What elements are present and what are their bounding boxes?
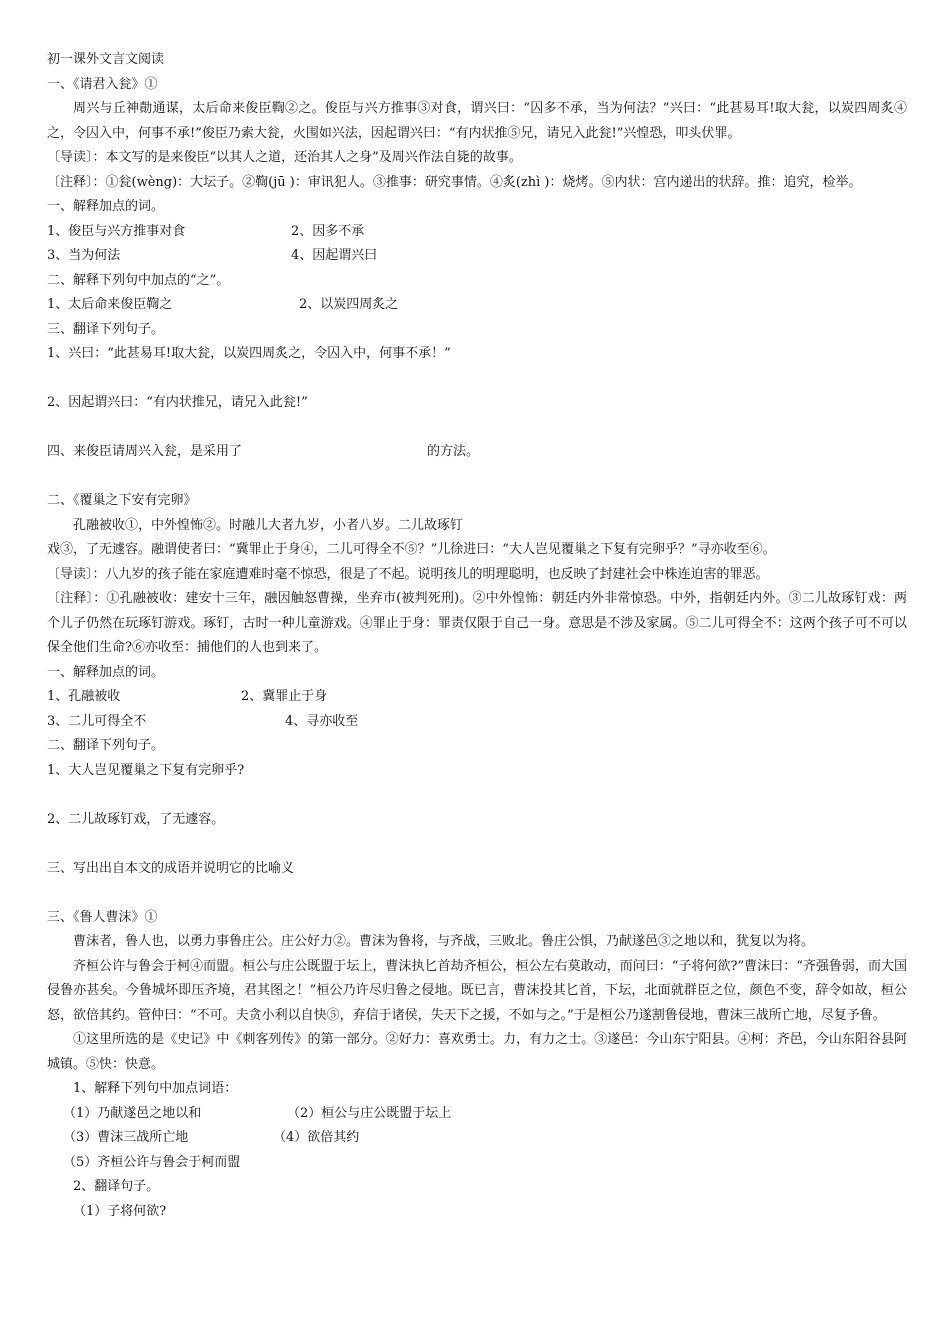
s1-q3-title: 三、翻译下列句子。	[47, 321, 165, 337]
s3-q1-a: （1）乃献遂邑之地以和	[63, 1105, 202, 1121]
s3-paragraph-1: 曹沫者，鲁人也，以勇力事鲁庄公。庄公好力②。曹沫为鲁将，与齐战，三败北。鲁庄公惧，乃献遂邑③之地以和，犹复以为将。	[73, 934, 815, 949]
s3-q1-row2	[47, 1126, 907, 1151]
s1-guide: 〔导读〕：本文写的是来俊臣“以其人之道，还治其人之身”及周兴作法自毙的故事。	[47, 150, 522, 165]
answer-space	[47, 783, 907, 808]
s1-q2-b: 2、以炭四周炙之	[299, 297, 399, 312]
s1-q2-title: 二、解释下列句中加点的“之”。	[47, 272, 230, 288]
s2-q1-row2	[47, 710, 907, 735]
s3-q1-title: 1、解释下列句中加点词语：	[73, 1081, 238, 1096]
section-gap	[47, 881, 907, 906]
s1-q2-a: 1、太后命来俊臣鞫之	[47, 297, 173, 312]
s1-q1-b: 2、因多不承	[291, 223, 365, 239]
s1-q3-a: 1、兴曰：“此甚易耳!取大瓮，以炭四周炙之，令囚入中，何事不承！”	[47, 346, 451, 361]
s2-heading: 二、《覆巢之下安有完卵》	[47, 493, 197, 508]
s1-passage: 周兴与丘神勣通谋，太后命来俊臣鞫②之。俊臣与兴方推事③对食，谓兴曰：“囚多不承，当为何法？”兴曰：“此甚易耳!取大瓮，以炭四周炙④之，令囚入中，何事不承!”俊臣乃索大瓮，火围如兴法，因起谓兴曰：“有内状推⑤兄，请兄入此瓮!”兴惶恐，叩头伏罪。	[47, 101, 907, 141]
doc-title: 初一课外文言文阅读	[47, 52, 165, 67]
s1-q1-row2	[47, 244, 907, 269]
s1-q3-b: 2、因起谓兴曰：“有内状推兄，请兄入此瓮!”	[47, 395, 308, 410]
s3-q1-row1	[47, 1102, 907, 1127]
s1-q1-title: 一、解释加点的词。	[47, 199, 165, 214]
answer-space	[47, 367, 907, 392]
s1-q4-row	[47, 440, 907, 465]
s3-q2-title: 2、翻译句子。	[73, 1179, 160, 1194]
s2-q1-d: 4、寻亦收至	[285, 713, 359, 729]
s1-q4-a: 四、来俊臣请周兴入瓮，是采用了	[47, 444, 243, 459]
s1-q1-a: 1、俊臣与兴方推事对食	[47, 223, 186, 239]
s2-q2-title: 二、翻译下列句子。	[47, 738, 165, 753]
section-gap	[47, 465, 907, 490]
s1-q1-c: 3、当为何法	[47, 248, 121, 263]
s2-q2-a: 1、大人岂见覆巢之下复有完卵乎?	[47, 762, 245, 778]
s3-q1-c: （3）曹沫三战所亡地	[63, 1130, 189, 1145]
document-page	[47, 48, 907, 1224]
s2-passage-line1: 孔融被收①，中外惶怖②。时融儿大者九岁，小者八岁。二儿故琢钉	[73, 517, 464, 533]
s3-paragraph-2: 齐桓公许与鲁会于柯④而盟。桓公与庄公既盟于坛上，曹沫执匕首劫齐桓公，桓公左右莫敢动，而问曰：“子将何欲?”曹沫曰：“齐强鲁弱，而大国侵鲁亦甚矣。今鲁城坏即压齐境，君其图之！”桓公乃许尽归鲁之侵地。既已言，曹沫投其匕首，下坛，北面就群臣之位，颜色不变，辞令如故，桓公怒，欲倍其约。管仲曰：“不可。夫贪小利以自快⑤，弃信于诸侯，失天下之援，不如与之。”于是桓公乃遂割鲁侵地，曹沫三战所亡地，尽复予鲁。	[47, 958, 907, 1023]
s3-heading: 三、《鲁人曹沫》①	[47, 909, 158, 925]
s2-q2-b: 2、二儿故琢钉戏，了无遽容。	[47, 811, 225, 827]
s2-q3-title: 三、写出出自本文的成语并说明它的比喻义	[47, 860, 295, 876]
s1-heading: 一、《请君入瓮》①	[47, 76, 158, 92]
s3-notes: ①这里所选的是《史记》中《刺客列传》的第一部分。②好力：喜欢勇士。力，有力之士。③遂邑：今山东宁阳县。④柯：齐邑，今山东阳谷县阿城镇。⑤快：快意。	[47, 1032, 907, 1072]
s2-q1-b: 2、冀罪止于身	[241, 689, 328, 704]
answer-space	[47, 416, 907, 441]
s1-notes: 〔注释〕：①瓮(wèng)：大坛子。②鞫(jū )：审讯犯人。③推事：研究事情。④炙(zhì )：烧烤。⑤内状：宫内递出的状辞。推：追究，检举。	[47, 174, 862, 190]
s1-q4-b: 的方法。	[427, 444, 480, 459]
s3-q1-e: （5）齐桓公许与鲁会于柯而盟	[63, 1154, 241, 1170]
s1-q1-row1	[47, 220, 907, 245]
s3-q2-a: （1）子将何欲?	[73, 1203, 167, 1219]
s2-q1-a: 1、孔融被收	[47, 689, 121, 704]
s2-passage-line2: 戏③，了无遽容。融谓使者曰：“冀罪止于身④，二儿可得全不⑤？”儿徐进曰：“大人岂见覆巢之下复有完卵乎？”寻亦收至⑥。	[47, 542, 776, 557]
s1-q2-row	[47, 293, 907, 318]
s2-q1-c: 3、二儿可得全不	[47, 713, 147, 729]
s3-q1-d: （4）欲倍其约	[273, 1130, 360, 1145]
s2-guide: 〔导读〕：八九岁的孩子能在家庭遭难时毫不惊恐，很是了不起。说明孩儿的明理聪明，也反映了封建社会中株连迫害的罪恶。	[47, 566, 769, 582]
answer-space	[47, 832, 907, 857]
s3-q1-b: （2）桓公与庄公既盟于坛上	[287, 1105, 452, 1121]
s2-q1-title: 一、解释加点的词。	[47, 664, 165, 680]
s1-q1-d: 4、因起谓兴曰	[291, 248, 378, 263]
s2-notes: 〔注释〕：①孔融被收：建安十三年，融因触怒曹操，坐弃市(被判死刑)。②中外惶怖：朝廷内外非常惊恐。中外，指朝廷内外。③二儿故琢钉戏：两个儿子仍然在玩琢钉游戏。琢钉，古时一种儿童游戏。④罪止于身：罪责仅限于自己一身。意思是不涉及家属。⑤二儿可得全不：这两个孩子可不可以保全他们生命?⑥亦收至：捕他们的人也到来了。	[47, 591, 907, 655]
s2-q1-row1	[47, 685, 907, 710]
